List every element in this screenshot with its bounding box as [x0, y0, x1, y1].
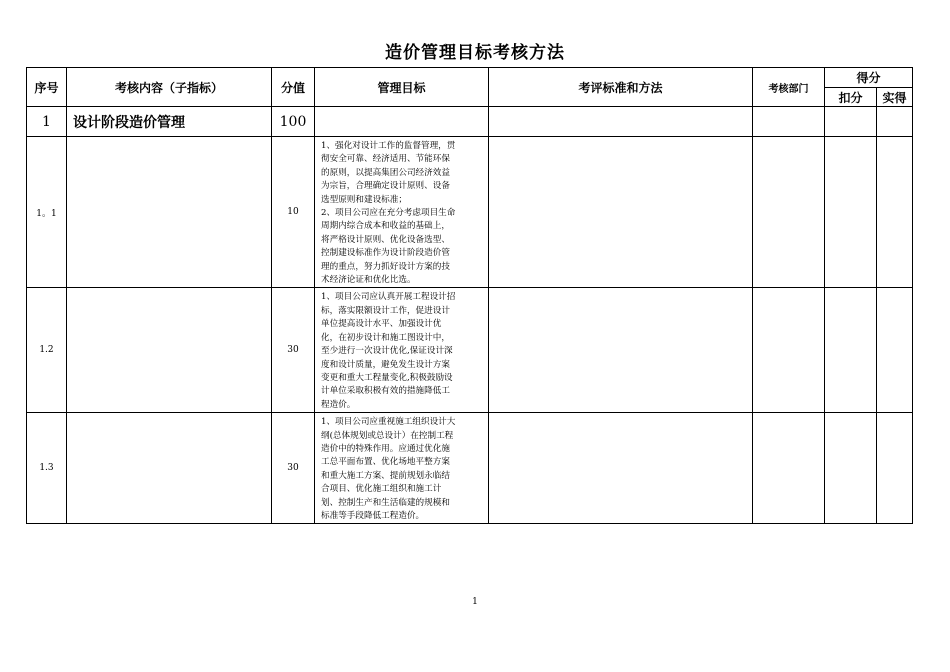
- section-title: 设计阶段造价管理: [67, 107, 272, 137]
- table-row: [27, 137, 913, 288]
- row-actual-cell: [877, 137, 913, 288]
- page-number: 1: [472, 597, 478, 607]
- header-index: 序号: [27, 68, 67, 107]
- table-row: [27, 413, 913, 524]
- row-index: 1。1: [27, 137, 67, 288]
- table-row: [27, 288, 913, 413]
- row-criteria-cell: [489, 413, 753, 524]
- section-goal-cell: [315, 107, 489, 137]
- row-goal-text: 1、项目公司应重视施工组织设计大 纲(总体规划或总设计）在控制工程 造价中的特殊作用。应通过优化施 工总平面布置、优化场地平整方案 和重大施工方案、提前规划永临结 合项目、优化施工组织和施工计 划、控制生产和生活临建的规模和 标准等手段降低工程造价。: [321, 417, 456, 521]
- row-department-cell: [753, 288, 825, 413]
- page-title: 造价管理目标考核方法: [385, 43, 565, 63]
- row-actual-cell: [877, 288, 913, 413]
- header-criteria: 考评标准和方法: [489, 68, 753, 107]
- header-deduction: 扣分: [825, 88, 877, 107]
- row-department-cell: [753, 137, 825, 288]
- header-content: 考核内容（子指标）: [67, 68, 272, 107]
- section-score: 100: [272, 107, 315, 137]
- row-goal-text: 1、强化对设计工作的监督管理，贯 彻安全可靠、经济适用、节能环保 的原则，以提高集团公司经济效益 为宗旨，合理确定设计原则、设备 选型原则和建设标准； 2、项目公司应在充分考虑项目生命 周期内综合成本和收益的基础上， 将严格设计原则、优化设备选型、 控制建设标准作为设计阶段造价管 理的重点，努力抓好设计方案的技 术经济论证和优化比选。: [321, 141, 456, 286]
- row-goal-cell: [315, 288, 489, 413]
- row-content: [67, 137, 272, 288]
- row-goal-cell: [315, 413, 489, 524]
- section-index: 1: [27, 107, 67, 137]
- section-deduction-cell: [825, 107, 877, 137]
- row-goal-cell: [315, 137, 489, 288]
- header-actual: 实得: [877, 88, 913, 107]
- header-goal: 管理目标: [315, 68, 489, 107]
- section-department-cell: [753, 107, 825, 137]
- header-department: 考核部门: [753, 68, 825, 107]
- row-content: [67, 288, 272, 413]
- row-goal-text: 1、项目公司应认真开展工程设计招 标，落实限额设计工作，促进设计 单位提高设计水平、加强设计优 化，在初步设计和施工图设计中， 至少进行一次设计优化,保证设计深 度和设计质量，避免发生设计方案 变更和重大工程量变化,积极鼓励设 计单位采取积极有效的措施降低工 程造价。: [321, 292, 456, 410]
- header-score: 分值: [272, 68, 315, 107]
- section-criteria-cell: [489, 107, 753, 137]
- row-index: 1.2: [27, 288, 67, 413]
- row-criteria-cell: [489, 137, 753, 288]
- row-criteria-cell: [489, 288, 753, 413]
- row-content: [67, 413, 272, 524]
- row-score: 30: [272, 413, 315, 524]
- row-index: 1.3: [27, 413, 67, 524]
- row-score: 10: [272, 137, 315, 288]
- row-deduction-cell: [825, 137, 877, 288]
- row-deduction-cell: [825, 288, 877, 413]
- row-actual-cell: [877, 413, 913, 524]
- section-actual-cell: [877, 107, 913, 137]
- assessment-table: [26, 67, 913, 524]
- row-deduction-cell: [825, 413, 877, 524]
- row-score: 30: [272, 288, 315, 413]
- header-points: 得分: [825, 68, 913, 88]
- row-department-cell: [753, 413, 825, 524]
- section-row: [27, 107, 913, 137]
- header-row: [27, 68, 913, 88]
